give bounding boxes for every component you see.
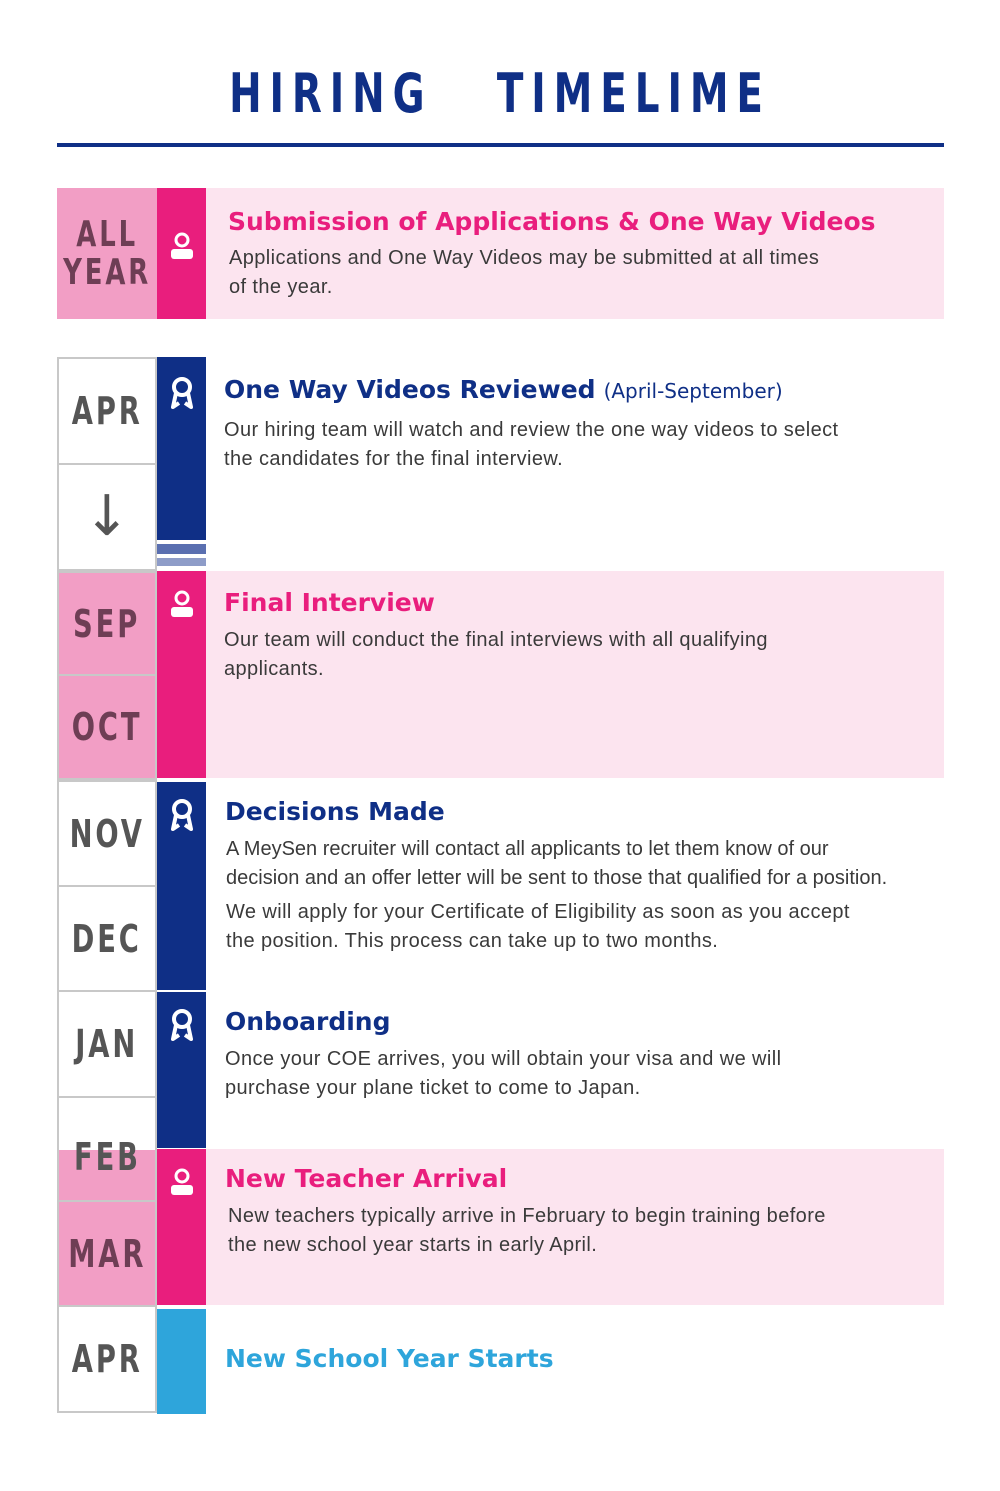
- title-divider: [57, 143, 944, 147]
- month-label: MAR: [67, 1231, 147, 1276]
- month-cell-all-year: [57, 188, 157, 319]
- event-description: New teachers typically arrive in February to begin training before the new school year starts in early April.: [228, 1205, 826, 1256]
- timeline-bar-fade: [157, 544, 206, 554]
- event-description: Once your COE arrives, you will obtain your visa and we will purchase your plane ticket to come to Japan.: [225, 1048, 782, 1099]
- event-description: Our hiring team will watch and review the one way videos to select the candidates for the final interview.: [224, 419, 839, 470]
- event-heading: Final Interview: [224, 588, 435, 617]
- event-description-secondary: We will apply for your Certificate of Eligibility as soon as you accept the position. This process can take up to two months.: [226, 901, 850, 952]
- month-cell-arrow: [57, 463, 157, 571]
- person-icon: [157, 1162, 207, 1202]
- month-cell-sep: [57, 571, 157, 676]
- month-label: DEC: [71, 916, 143, 961]
- month-label: NOV: [69, 811, 145, 856]
- event-heading: Onboarding: [225, 1007, 391, 1036]
- event-heading: Submission of Applications & One Way Videos: [228, 207, 876, 236]
- event-subheading: (April-September): [603, 379, 783, 403]
- award-ribbon-icon: [157, 795, 207, 835]
- person-icon: [157, 584, 207, 624]
- month-label: APR: [71, 389, 143, 433]
- month-cell-dec: [57, 885, 157, 992]
- month-cell-apr: [57, 357, 157, 465]
- event-description: A MeySen recruiter will contact all applicants to let them know of our decision and an offer letter will be sent to those that qualified for a position.: [226, 838, 888, 889]
- event-heading: One Way Videos Reviewed (April-September): [224, 375, 783, 404]
- month-cell-jan: [57, 990, 157, 1098]
- month-cell-apr-next: [57, 1305, 157, 1413]
- person-icon: [157, 226, 207, 266]
- event-heading: New School Year Starts: [225, 1344, 554, 1373]
- award-ribbon-icon: [157, 1005, 207, 1045]
- award-ribbon-icon: [157, 373, 207, 413]
- page-title: HIRING TIMELIME: [229, 62, 771, 125]
- month-label: FEB: [73, 1135, 141, 1179]
- month-label: OCT: [71, 705, 143, 749]
- event-heading: Decisions Made: [225, 797, 445, 826]
- event-heading: New Teacher Arrival: [225, 1164, 508, 1193]
- timeline-bar: [157, 1309, 206, 1414]
- month-label: SEP: [73, 601, 141, 646]
- month-cell-oct: [57, 674, 157, 780]
- month-cell-mar: [57, 1200, 157, 1307]
- timeline-bar-fade: [157, 558, 206, 566]
- month-label: ALL YEAR: [62, 213, 152, 293]
- event-description: Our team will conduct the final interviews with all qualifying applicants.: [224, 629, 768, 680]
- arrow-down-icon: ↓: [83, 484, 131, 549]
- event-description: Applications and One Way Videos may be submitted at all times of the year.: [229, 247, 820, 298]
- month-label: JAN: [75, 1022, 139, 1066]
- month-label: APR: [71, 1337, 143, 1381]
- month-cell-nov: [57, 780, 157, 887]
- month-cell-feb: [57, 1096, 157, 1202]
